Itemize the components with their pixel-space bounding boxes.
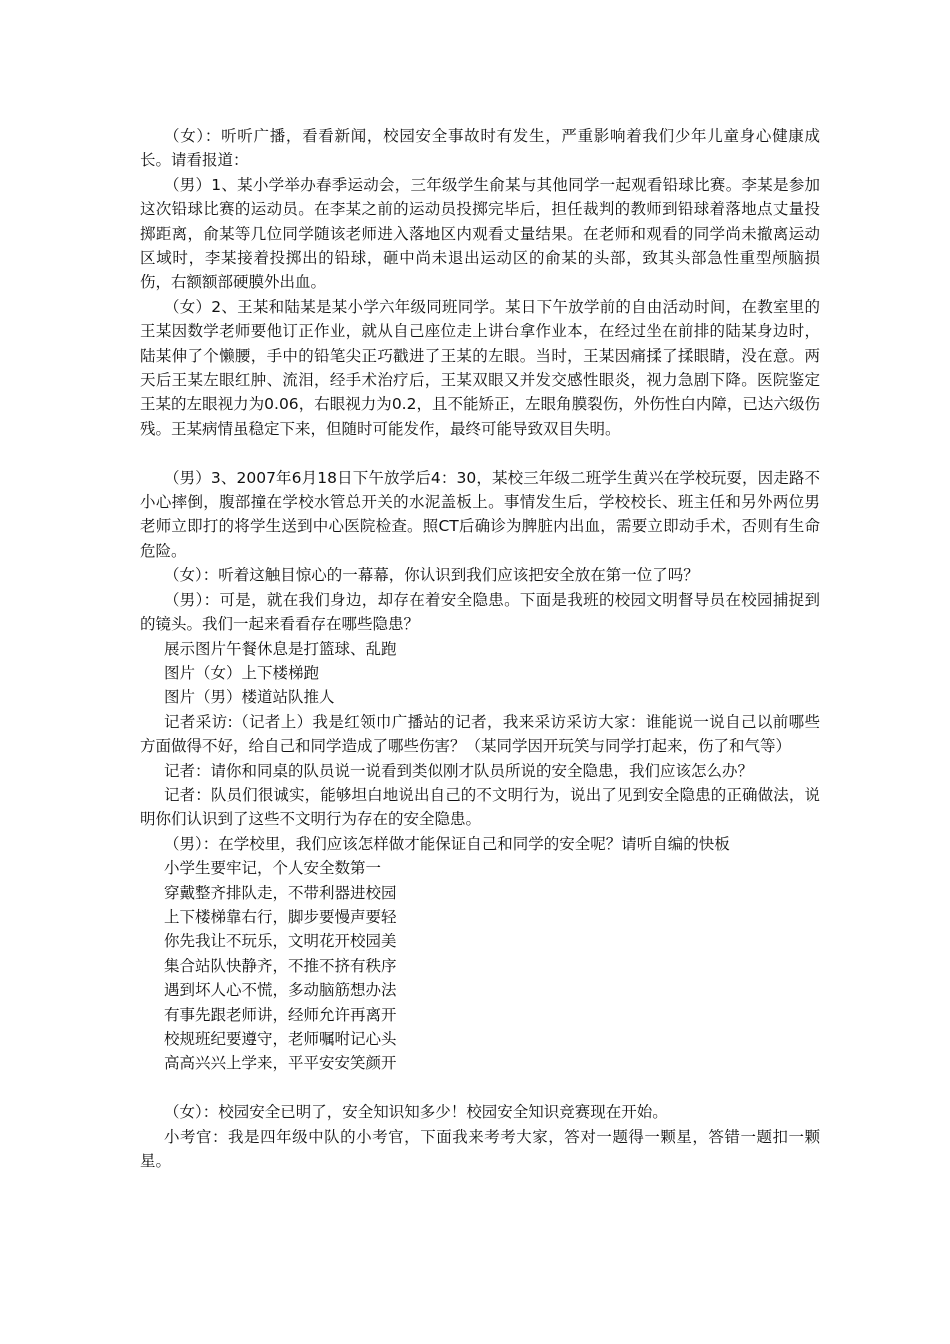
paragraph-report-1: （男）1、某小学举办春季运动会，三年级学生俞某与其他同学一起观看铅球比赛。李某是参加这次铅球比赛的运动员。在李某之前的运动员投掷完毕后，担任裁判的教师到铅球着落地点丈量投掷距离，俞某等几位同学随该老师进入落地区内观看丈量结果。在老师和观看的同学尚未撤离运动区域时，李某接着投掷出的铅球，砸中尚未退出运动区的俞某的头部，致其头部急性重型颅脑损伤，右额额部硬膜外出血。 — [140, 175, 820, 292]
paragraph-reporter-question: 记者：请你和同桌的队员说一说看到类似刚才队员所说的安全隐患，我们应该怎么办？ — [164, 761, 754, 780]
document-page — [140, 124, 820, 1173]
paragraph-examiner: 小考官：我是四年级中队的小考官，下面我来考考大家，答对一题得一颗星，答错一题扣一颗星。 — [140, 1127, 820, 1171]
picture-line-1: 展示图片午餐休息是打篮球、乱跑 — [164, 639, 397, 658]
picture-line-2: 图片（女）上下楼梯跑 — [164, 663, 320, 682]
poem-line: 校规班纪要遵守，老师嘱咐记心头 — [164, 1030, 397, 1049]
paragraph-reporter-summary: 记者：队员们很诚实，能够坦白地说出自己的不文明行为，说出了见到安全隐患的正确做法，说明你们认识到了这些不文明行为存在的安全隐患。 — [140, 785, 820, 829]
paragraph-kuaiban-intro: （男）：在学校里，我们应该怎样做才能保证自己和同学的安全呢？请听自编的快板 — [164, 834, 730, 853]
paragraph-report-3: （男）3、2007年6月18日下午放学后4：30，某校三年级二班学生黄兴在学校玩耍，因走路不小心摔倒，腹部撞在学校水管总开关的水泥盖板上。事情发生后，学校校长、班主任和另外两位男老师立即打的将学生送到中心医院检查。照CT后确诊为脾脏内出血，需要立即动手术，否则有生命危险。 — [140, 468, 820, 560]
paragraph-report-2: （女）2、王某和陆某是某小学六年级同班同学。某日下午放学前的自由活动时间，在教室里的王某因数学老师要他订正作业，就从自己座位走上讲台拿作业本，在经过坐在前排的陆某身边时，陆某伸了个懒腰，手中的铅笔尖正巧戳进了王某的左眼。当时，王某因痛揉了揉眼睛，没在意。两天后王某左眼红肿、流泪，经手术治疗后，王某双眼又并发交感性眼炎，视力急剧下降。医院鉴定王某的左眼视力为0.06，右眼视力为0.2，且不能矫正，左眼角膜裂伤，外伤性白内障，已达六级伤残。王某病情虽稳定下来，但随时可能发作，最终可能导致双目失明。 — [140, 297, 820, 438]
paragraph-intro: （女）：听听广播，看看新闻，校园安全事故时有发生，严重影响着我们少年儿童身心健康成长。请看报道： — [140, 127, 820, 170]
paragraph-gap — [140, 1076, 820, 1100]
poem-line: 集合站队快静齐，不推不挤有秩序 — [164, 956, 397, 975]
poem-line: 上下楼梯靠右行，脚步要慢声要轻 — [164, 907, 397, 926]
poem-line: 有事先跟老师讲，经师允许再离开 — [164, 1005, 397, 1024]
paragraph-reporter-interview: 记者采访:（记者上）我是红领巾广播站的记者，我来采访采访大家：谁能说一说自己以前哪些方面做得不好，给自己和同学造成了哪些伤害？（某同学因开玩笑与同学打起来，伤了和气等） — [140, 712, 820, 756]
poem-line: 穿戴整齐排队走，不带利器进校园 — [164, 883, 397, 902]
picture-line-3: 图片（男）楼道站队推人 — [164, 688, 335, 707]
poem-line: 你先我让不玩乐，文明花开校园美 — [164, 932, 397, 951]
paragraph-quiz-start: （女）：校园安全已明了，安全知识知多少！校园安全知识竞赛现在开始。 — [164, 1103, 668, 1122]
poem-line: 高高兴兴上学来，平平安安笑颜开 — [164, 1054, 397, 1073]
paragraph-question: （女）：听着这触目惊心的一幕幕，你认识到我们应该把安全放在第一位了吗？ — [164, 566, 699, 585]
poem-line: 遇到坏人心不慌，多动脑筋想办法 — [164, 981, 397, 1000]
poem-line: 小学生要牢记，个人安全数第一 — [164, 859, 382, 878]
paragraph-gap — [140, 441, 820, 465]
paragraph-hazards: （男）：可是，就在我们身边，却存在着安全隐患。下面是我班的校园文明督导员在校园捕捉到的镜头。我们一起来看看存在哪些隐患？ — [140, 590, 820, 634]
